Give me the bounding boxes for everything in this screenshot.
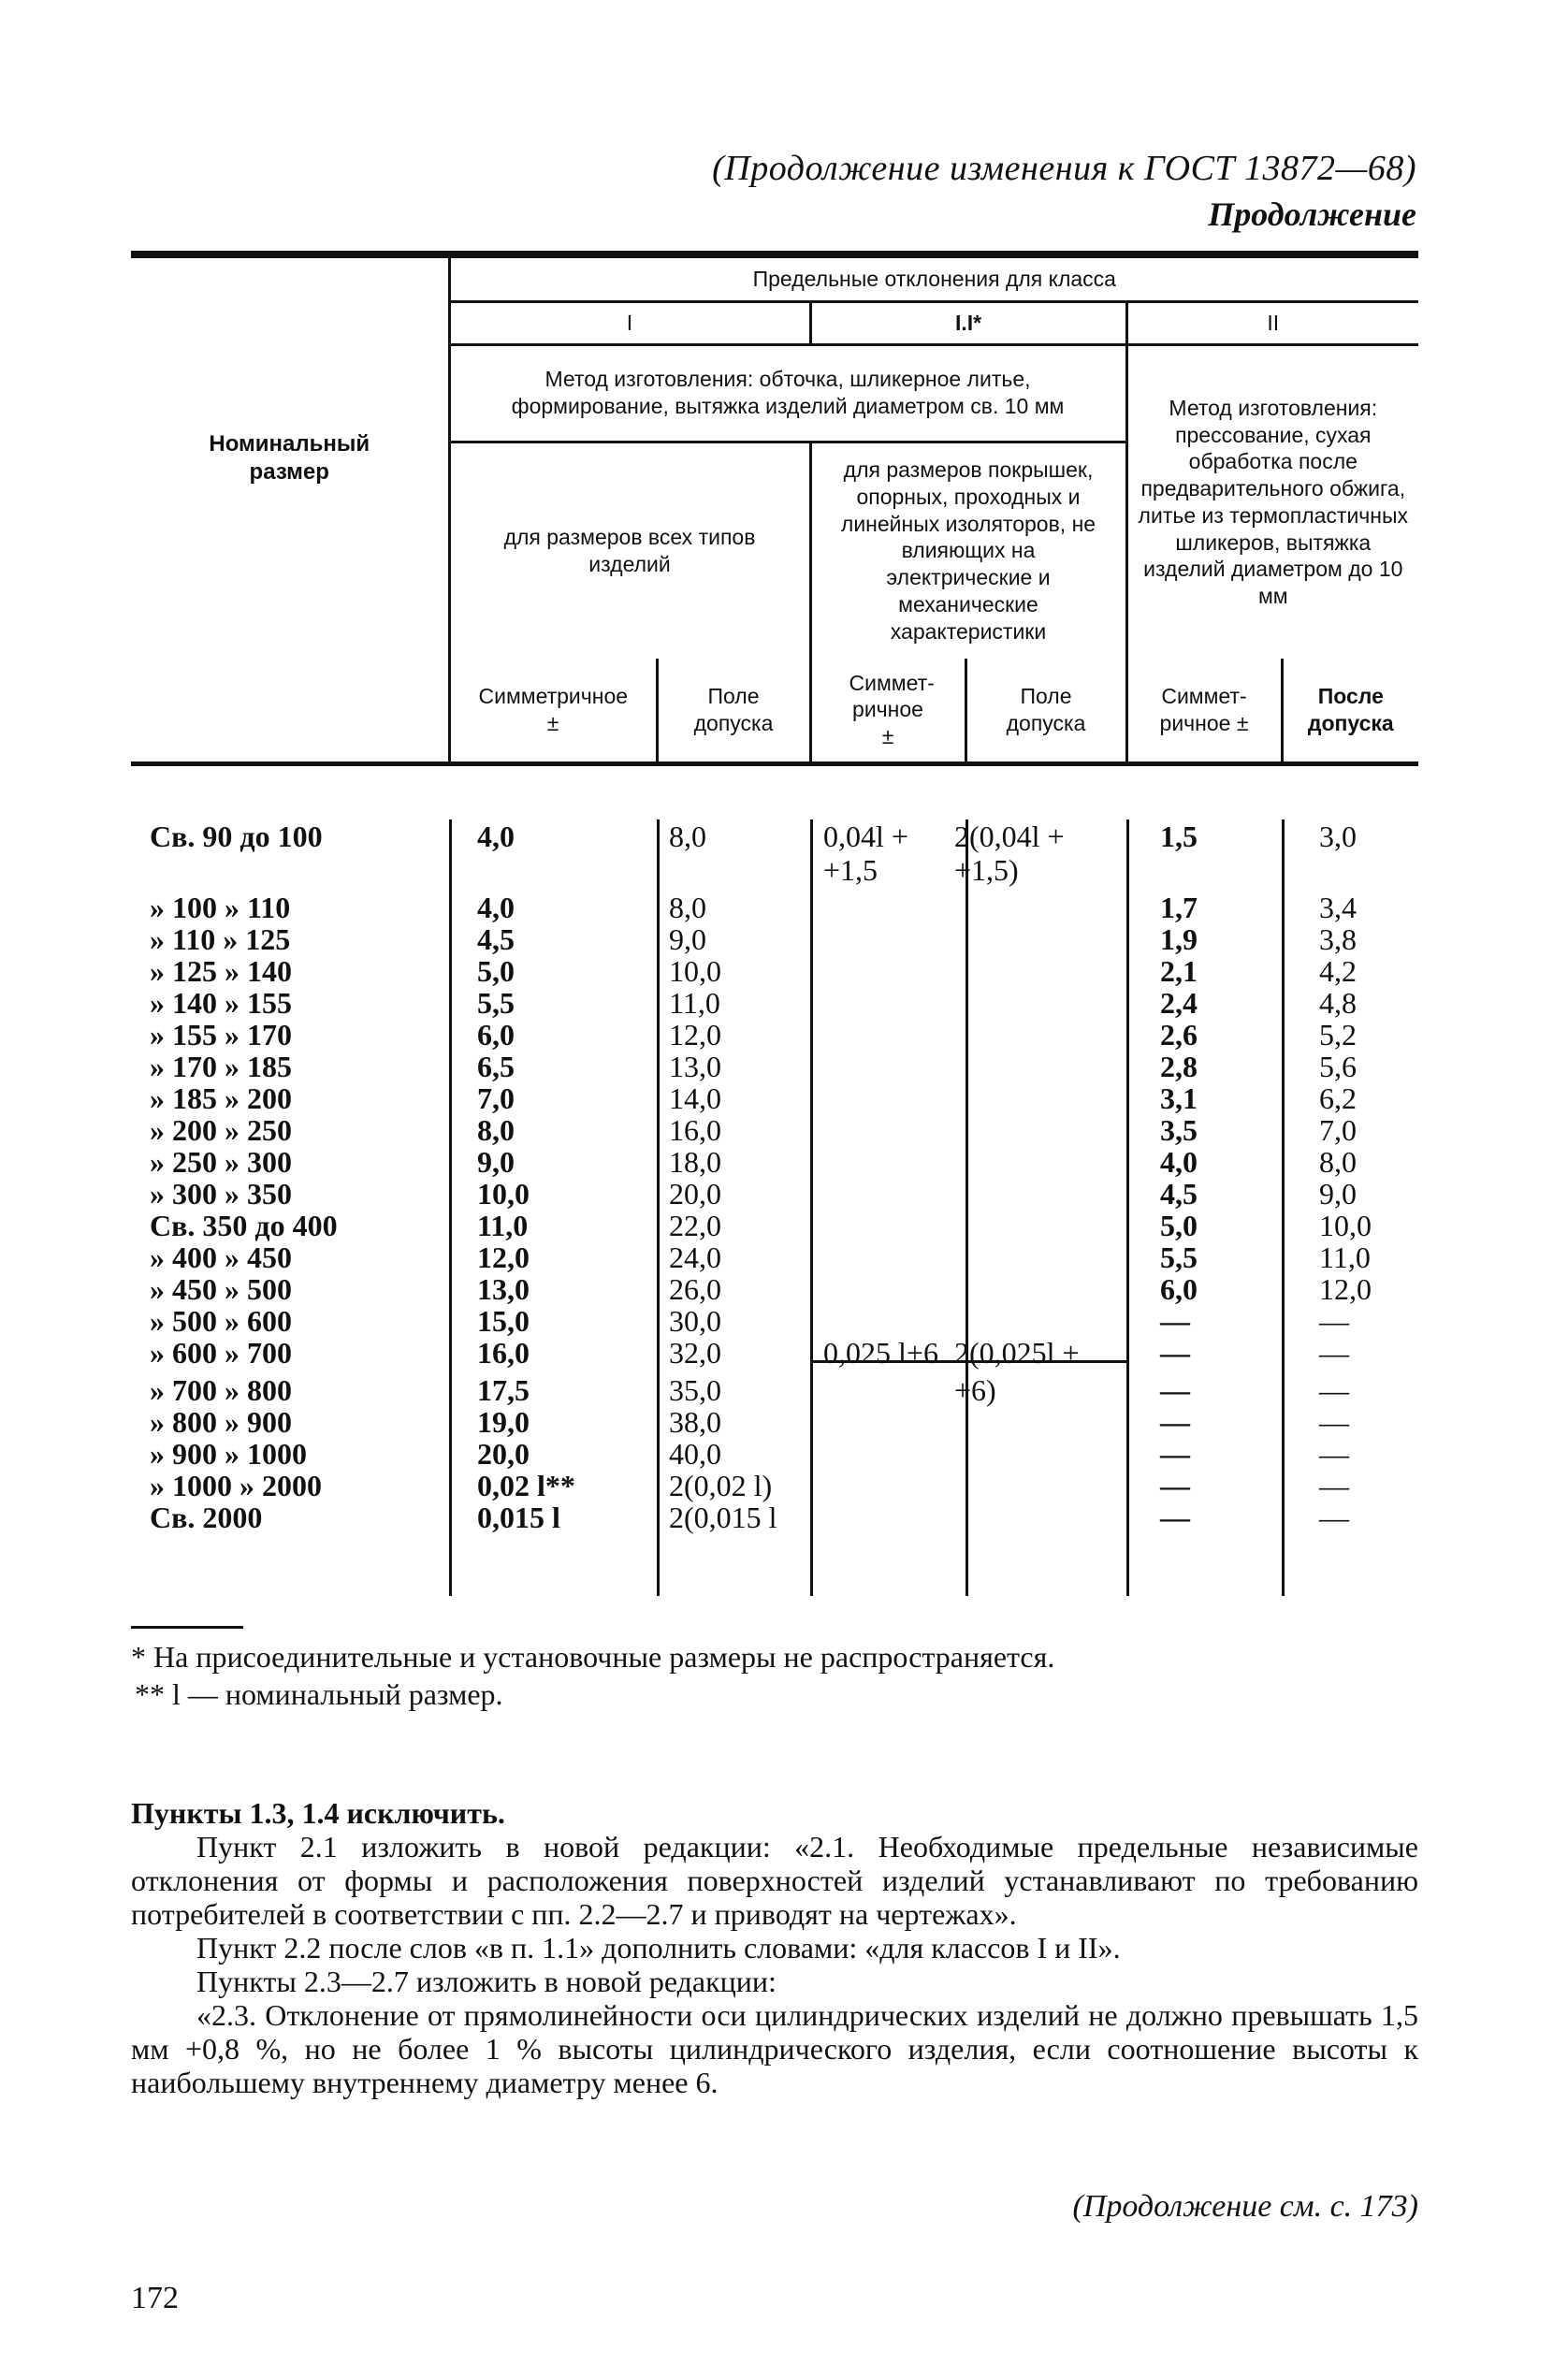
cell-s2: +1,5 xyxy=(823,853,878,887)
cell-f1: 35,0 xyxy=(669,1373,721,1407)
cell-f1: 2(0,015 l xyxy=(669,1501,777,1534)
cell-f3: 3,0 xyxy=(1319,819,1357,853)
cell-f3: 11,0 xyxy=(1319,1240,1371,1274)
table-row xyxy=(131,1373,1418,1406)
table-row xyxy=(131,922,1418,955)
cell-s1: 13,0 xyxy=(477,1272,530,1306)
cell-size: » 400 » 450 xyxy=(150,1240,292,1274)
cell-s1: 20,0 xyxy=(477,1437,530,1471)
cell-s3: — xyxy=(1160,1373,1190,1407)
table-row xyxy=(131,1501,1418,1533)
table-row xyxy=(131,1018,1418,1051)
cell-size: » 110 » 125 xyxy=(150,922,291,956)
header-line-2: Продолжение xyxy=(1208,196,1416,233)
page-number: 172 xyxy=(131,2281,179,2315)
cell-s1: 4,0 xyxy=(477,819,515,853)
cell-s1: 16,0 xyxy=(477,1336,530,1370)
table-row xyxy=(131,1336,1418,1369)
cell-size: » 700 » 800 xyxy=(150,1373,292,1407)
paragraph-4: Пункты 2.3—2.7 изложить в новой редакции: xyxy=(196,1965,777,1998)
cell-s3: 3,1 xyxy=(1160,1081,1198,1115)
cell-size: » 900 » 1000 xyxy=(150,1437,307,1471)
cell-s1: 7,0 xyxy=(477,1081,515,1115)
cell-s1: 5,0 xyxy=(477,954,515,988)
class-I-header: I xyxy=(449,301,810,344)
cell-f1: 2(0,02 l) xyxy=(669,1469,773,1502)
table-row xyxy=(131,853,1418,886)
cell-f3: — xyxy=(1319,1304,1349,1338)
table-row xyxy=(131,819,1418,852)
field-I1-header: Поле допуска xyxy=(965,659,1126,763)
cell-s3: — xyxy=(1160,1336,1190,1370)
table-row xyxy=(131,1304,1418,1337)
paragraph-5: «2.3. Отклонение от прямолинейности оси цилиндрических изделий не должно превышать 1,5 мм +0,8 %, но не более 1 % высоты цилиндрического изделия, если соотношение высоты к наибольшему внутреннему диаметру менее 6. xyxy=(131,1998,1418,2099)
table-row xyxy=(131,1145,1418,1178)
cell-s1: 6,5 xyxy=(477,1050,515,1083)
cell-f3: 9,0 xyxy=(1319,1177,1357,1211)
cell-s3: 3,5 xyxy=(1160,1113,1198,1147)
cell-f3: — xyxy=(1319,1405,1349,1439)
cell-f1: 10,0 xyxy=(669,954,721,988)
cell-size: » 600 » 700 xyxy=(150,1336,292,1370)
cell-f1: 20,0 xyxy=(669,1177,721,1211)
table-row xyxy=(131,1240,1418,1273)
cell-s3: 2,4 xyxy=(1160,986,1198,1020)
cell-f1: 12,0 xyxy=(669,1018,721,1051)
cell-s1: 10,0 xyxy=(477,1177,530,1211)
cell-s3: 1,9 xyxy=(1160,922,1198,956)
cell-size: » 250 » 300 xyxy=(150,1145,292,1179)
nominal-size-header xyxy=(131,258,449,659)
nominal-size-header-label: Номинальный размер xyxy=(209,431,370,485)
cell-size: » 170 » 185 xyxy=(150,1050,292,1083)
cell-size: » 300 » 350 xyxy=(150,1177,292,1211)
class-I1-header: I.I* xyxy=(810,301,1126,344)
cell-f3: — xyxy=(1319,1469,1349,1502)
cell-f1: 26,0 xyxy=(669,1272,721,1306)
cell-s1: 6,0 xyxy=(477,1018,515,1051)
cell-s1: 12,0 xyxy=(477,1240,530,1274)
cell-s3: — xyxy=(1160,1501,1190,1534)
cell-s1: 17,5 xyxy=(477,1373,530,1407)
table-row xyxy=(131,1050,1418,1082)
sym-I1-header: Симмет-ричное ± xyxy=(810,659,965,763)
cell-s2: 0,025 l+6 xyxy=(823,1336,938,1370)
cell-f2: 2(0,04l + xyxy=(954,819,1065,853)
cell-f1: 13,0 xyxy=(669,1050,721,1083)
footnotes xyxy=(131,1626,1422,1713)
table-row xyxy=(131,954,1418,987)
cell-f2: 2(0,025l + xyxy=(954,1336,1080,1370)
cell-f3: 12,0 xyxy=(1319,1272,1372,1306)
cell-f3: 3,4 xyxy=(1319,891,1357,924)
field-II-header: После допуска xyxy=(1282,659,1418,763)
paragraph-3: Пункт 2.2 после слов «в п. 1.1» дополнить словами: «для классов I и II». xyxy=(196,1931,1121,1965)
cell-f3: 10,0 xyxy=(1319,1209,1372,1242)
cell-s3: 2,1 xyxy=(1160,954,1198,988)
cell-s3: 4,5 xyxy=(1160,1177,1198,1211)
cell-s1: 9,0 xyxy=(477,1145,515,1179)
cell-s3: 1,7 xyxy=(1160,891,1198,924)
cell-f1: 9,0 xyxy=(669,922,706,956)
table-row xyxy=(131,1405,1418,1438)
cell-size: » 185 » 200 xyxy=(150,1081,292,1115)
method-II-cell: Метод изготовления: прессование, сухая обработка после предварительного обжига, литье из термопластичных шликеров, вытяжка изделий диаметром до 10 мм xyxy=(1126,344,1418,659)
footnote-1: * На присоединительные и установочные размеры не распространяется. xyxy=(131,1640,1055,1674)
sym-I-header: Симметричное ± xyxy=(449,659,657,763)
table-row xyxy=(131,1437,1418,1470)
cell-s1: 0,02 l** xyxy=(477,1469,575,1502)
cell-s3: 1,5 xyxy=(1160,819,1198,853)
cell-f1: 22,0 xyxy=(669,1209,721,1242)
cell-size: Св. 90 до 100 xyxy=(150,819,323,853)
cell-size: » 100 » 110 xyxy=(150,891,291,924)
cell-f1: 18,0 xyxy=(669,1145,721,1179)
cell-f1: 32,0 xyxy=(669,1336,721,1370)
cell-s2: 0,04l + xyxy=(823,819,908,853)
paragraph-2: Пункт 2.1 изложить в новой редакции: «2.1. Необходимые предельные независимые отклонения от формы и расположения поверхностей изделий устанавливают по требованию потребителей в соответствии с пп. 2.2—2.7 и приводят на чертежах». xyxy=(131,1830,1418,1931)
cell-size: » 155 » 170 xyxy=(150,1018,292,1051)
cell-f1: 24,0 xyxy=(669,1240,721,1274)
cell-size: » 200 » 250 xyxy=(150,1113,292,1147)
table-row xyxy=(131,986,1418,1019)
table-row xyxy=(131,1081,1418,1114)
top-rule xyxy=(131,251,1418,258)
table-row xyxy=(131,1272,1418,1305)
method-I-cell: Метод изготовления: обточка, шликерное литье, формирование, вытяжка изделий диаметром св. 10 мм xyxy=(449,344,1126,442)
class-II-header: II xyxy=(1126,301,1418,344)
amendment-text xyxy=(131,1796,1418,2099)
continuation-note: (Продолжение см. с. 173) xyxy=(1072,2189,1418,2224)
cell-s3: 2,8 xyxy=(1160,1050,1198,1083)
table-row xyxy=(131,1177,1418,1210)
scope-I-cell: для размеров всех типов изделий xyxy=(449,442,810,659)
cell-size: » 1000 » 2000 xyxy=(150,1469,322,1502)
cell-s1: 4,0 xyxy=(477,891,515,924)
cell-s3: — xyxy=(1160,1304,1190,1338)
cell-f1: 8,0 xyxy=(669,891,706,924)
nominal-size-subheader xyxy=(131,659,449,763)
cell-f3: 5,2 xyxy=(1319,1018,1357,1051)
cell-f3: 8,0 xyxy=(1319,1145,1357,1179)
cell-f1: 30,0 xyxy=(669,1304,721,1338)
tolerance-table-header xyxy=(131,258,1418,766)
cell-f3: 7,0 xyxy=(1319,1113,1357,1147)
cell-size: » 140 » 155 xyxy=(150,986,292,1020)
cell-s3: — xyxy=(1160,1405,1190,1439)
table-row xyxy=(131,1469,1418,1501)
cell-size: » 800 » 900 xyxy=(150,1405,292,1439)
cell-f1: 16,0 xyxy=(669,1113,721,1147)
cell-f3: 5,6 xyxy=(1319,1050,1357,1083)
cell-s3: 2,6 xyxy=(1160,1018,1198,1051)
cell-f3: — xyxy=(1319,1437,1349,1471)
group-header: Предельные отклонения для класса xyxy=(449,258,1418,301)
cell-s1: 0,015 l xyxy=(477,1501,560,1534)
paragraph-1: Пункты 1.3, 1.4 исключить. xyxy=(131,1796,505,1830)
cell-f1: 40,0 xyxy=(669,1437,721,1471)
field-I-header: Поле допуска xyxy=(657,659,810,763)
cell-s1: 5,5 xyxy=(477,986,515,1020)
cell-f3: — xyxy=(1319,1501,1349,1534)
cell-size: Св. 350 до 400 xyxy=(150,1209,338,1242)
cell-s1: 4,5 xyxy=(477,922,515,956)
table-row xyxy=(131,1113,1418,1146)
cell-f3: 4,2 xyxy=(1319,954,1357,988)
cell-f1: 8,0 xyxy=(669,819,706,853)
cell-s3: 4,0 xyxy=(1160,1145,1198,1179)
cell-f2: +1,5) xyxy=(954,853,1019,887)
table-row xyxy=(131,891,1418,923)
cell-s1: 8,0 xyxy=(477,1113,515,1147)
cell-size: » 500 » 600 xyxy=(150,1304,292,1338)
cell-f3: 6,2 xyxy=(1319,1081,1357,1115)
cell-f3: 4,8 xyxy=(1319,986,1357,1020)
cell-size: » 450 » 500 xyxy=(150,1272,292,1306)
cell-s3: — xyxy=(1160,1469,1190,1502)
cell-s3: — xyxy=(1160,1437,1190,1471)
cell-s3: 5,5 xyxy=(1160,1240,1198,1274)
tolerance-table-body xyxy=(131,819,1418,1615)
cell-f3: — xyxy=(1319,1373,1349,1407)
cell-f1: 38,0 xyxy=(669,1405,721,1439)
footnote-rule xyxy=(131,1626,243,1629)
header-line-1: (Продолжение изменения к ГОСТ 13872—68) xyxy=(712,149,1416,188)
cell-s1: 11,0 xyxy=(477,1209,529,1242)
cell-f3: — xyxy=(1319,1336,1349,1370)
cell-f3: 3,8 xyxy=(1319,922,1357,956)
cell-f2: +6) xyxy=(954,1373,996,1407)
footnote-2: ** l — номинальный размер. xyxy=(135,1677,503,1711)
cell-f1: 14,0 xyxy=(669,1081,721,1115)
cell-size: Св. 2000 xyxy=(150,1501,263,1534)
scope-I1-cell: для размеров покрышек, опорных, проходных и линейных изоляторов, не влияющих на электрические и механические характеристики xyxy=(810,442,1126,659)
cell-f1: 11,0 xyxy=(669,986,720,1020)
cell-s3: 6,0 xyxy=(1160,1272,1198,1306)
cell-size: » 125 » 140 xyxy=(150,954,292,988)
cell-s3: 5,0 xyxy=(1160,1209,1198,1242)
cell-s1: 15,0 xyxy=(477,1304,530,1338)
cell-s1: 19,0 xyxy=(477,1405,530,1439)
table-row xyxy=(131,1209,1418,1241)
sym-II-header: Симмет-ричное ± xyxy=(1126,659,1282,763)
